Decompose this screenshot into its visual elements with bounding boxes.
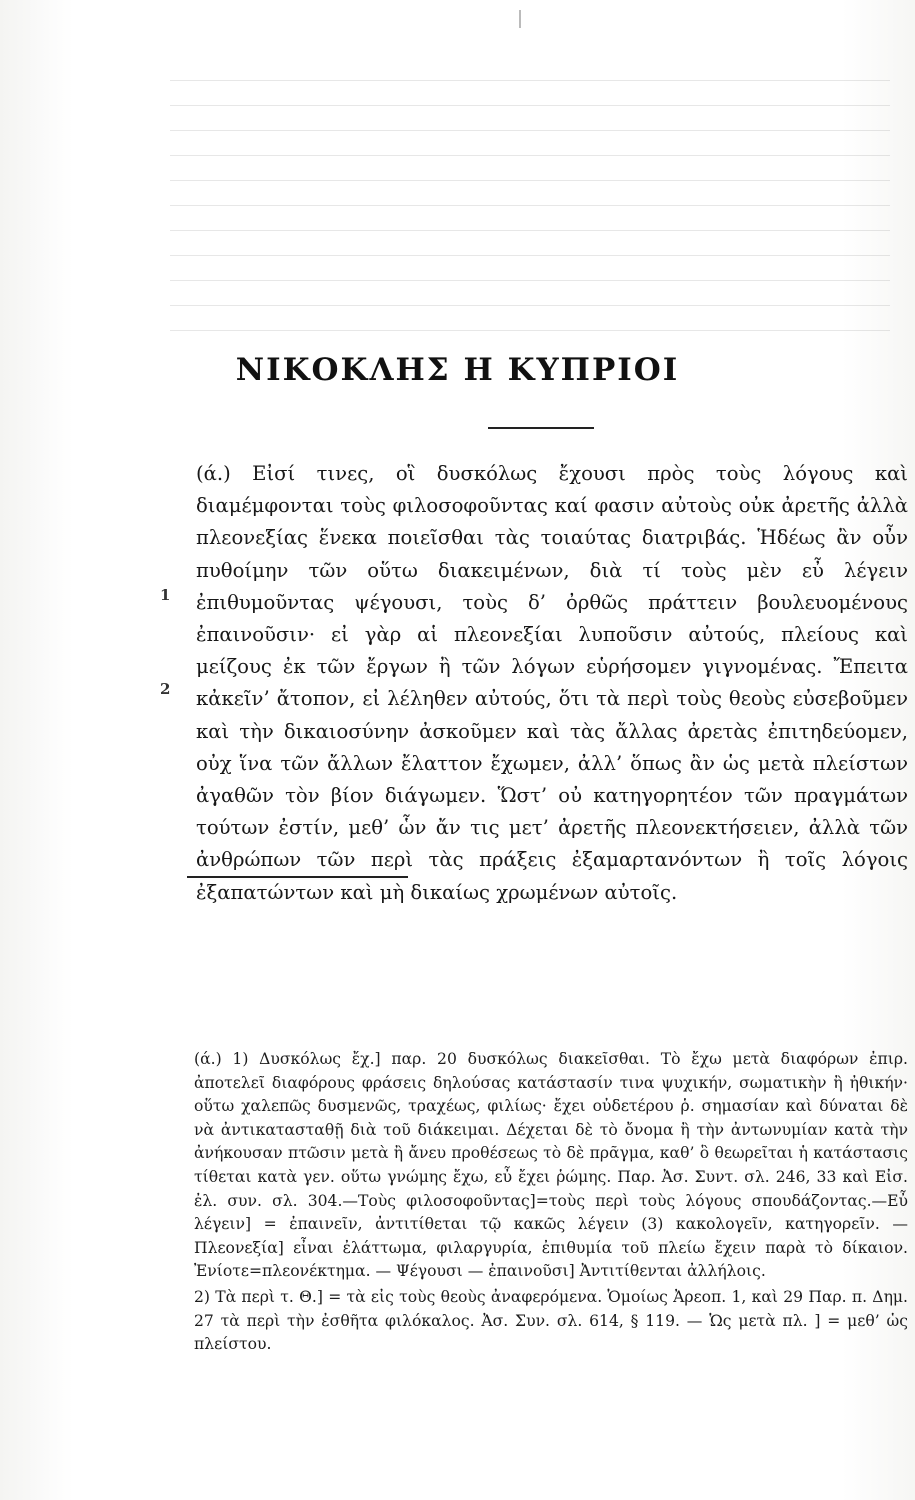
page-title: ΝΙΚΟΚΛΗΣ Η ΚΥΠΡΙΟΙ — [235, 352, 680, 388]
footnote-2: 2) Τὰ περὶ τ. Θ.] = τὰ εἰς τοὺς θεοὺς ἀναφερόμενα. Ὁμοίως Ἀρεοπ. 1, καὶ 29 Παρ. π. Δημ. 27 τὰ περὶ τὴν ἐσθῆτα φιλόκαλος. Ἀσ. Συν. σλ. 614, § 119. — Ὡς μετὰ πλ. ] = μεθ’ ὡς πλείστου. — [194, 1287, 908, 1354]
footnote-1: (ά.) 1) Δυσκόλως ἔχ.] παρ. 20 δυσκόλως διακεῖσθαι. Τὸ ἔχω μετὰ διαφόρων ἐπιρ. ἀποτελεῖ διαφόρους φράσεις δηλούσας κατάστασίν τινα ψυχικήν, σωματικὴν ἢ ἠθικήν· οὕτω χαλεπῶς δυσμενῶς, τραχέως, φιλίως· ἔχει οὐδετέρου ῥ. σημασίαν καὶ δύναται δὲ νὰ ἀντικατασταθῇ διὰ τοῦ διάκειμαι. Δέχεται δὲ τὸ ὄνομα ἢ τὴν ἀντωνυμίαν κατὰ τὴν ἀνήκουσαν πτῶσιν μετὰ ἢ ἄνευ προθέσεως τὸ δὲ πρᾶγμα, καθ’ ὃ θεωρεῖται ἡ κατάστασις τίθεται κατὰ γεν. οὕτω γνώμης ἔχω, εὖ ἔχει ῥώμης. Παρ. Ἀσ. Συντ. σλ. 246, 33 καὶ Εἰσ. ἐλ. συν. σλ. 304.—Τοὺς φιλοσοφοῦντας]=τοὺς περὶ τοὺς λόγους σπουδάζοντας.—Εὖ λέγειν] = ἐπαινεῖν, ἀντιτίθεται τῷ κακῶς λέγειν (3) κακολογεῖν, κατηγορεῖν. — Πλεονεξία] εἶναι ἐλάττωμα, φιλαργυρία, ἐπιθυμία τοῦ πλείω ἔχειν παρὰ τὸ δίκαιον. Ἐνίοτε=πλεονέκτημα. — Ψέγουσι — ἐπαινοῦσι] Ἀντιτίθενται ἀλλήλοις. — [194, 1050, 908, 1281]
footnote-rule — [187, 876, 408, 878]
margin-number-2: 2 — [160, 680, 171, 698]
margin-number-1: 1 — [160, 586, 171, 604]
main-text — [196, 458, 908, 909]
top-mark — [519, 10, 521, 28]
footnotes — [194, 1048, 908, 1357]
title-rule — [488, 427, 594, 429]
main-paragraph: (ά.) Εἰσί τινες, οἳ δυσκόλως ἔχουσι πρὸς τοὺς λόγους καὶ διαμέμφονται τοὺς φιλοσοφοῦντας καί φασιν αὐτοὺς οὐκ ἀρετῆς ἀλλὰ πλεονεξίας ἕνεκα ποιεῖσθαι τὰς τοιαύτας διατριβάς. Ἡδέως ἂν οὖν πυθοίμην τῶν οὕτω διακειμένων, διὰ τί τοὺς μὲν εὖ λέγειν ἐπιθυμοῦντας ψέγουσι, τοὺς δ’ ὀρθῶς πράττειν βουλευομένους ἐπαινοῦσιν· εἰ γὰρ αἱ πλεονεξίαι λυποῦσιν αὐτούς, πλείους καὶ μείζους ἐκ τῶν ἔργων ἢ τῶν λόγων εὑρήσομεν γιγνομένας. Ἔπειτα κἀκεῖν’ ἄτοπον, εἰ λέληθεν αὐτούς, ὅτι τὰ περὶ τοὺς θεοὺς εὐσεβοῦμεν καὶ τὴν δικαιοσύνην ἀσκοῦμεν καὶ τὰς ἄλλας ἀρετὰς ἐπιτηδεύομεν, οὐχ ἵνα τῶν ἄλλων ἔλαττον ἔχωμεν, ἀλλ’ ὅπως ἂν ὡς μετὰ πλείστων ἀγαθῶν τὸν βίον διάγωμεν. Ὥστ’ οὐ κατηγορητέον τῶν πραγμάτων τούτων ἐστίν, μεθ’ ὧν ἄν τις μετ’ ἀρετῆς πλεονεκτήσειεν, ἀλλὰ τῶν ἀνθρώπων τῶν περὶ τὰς πράξεις ἐξαμαρτανόντων ἢ τοῖς λόγοις ἐξαπατώντων καὶ μὴ δικαίως χρωμένων αὐτοῖς. — [196, 462, 908, 904]
